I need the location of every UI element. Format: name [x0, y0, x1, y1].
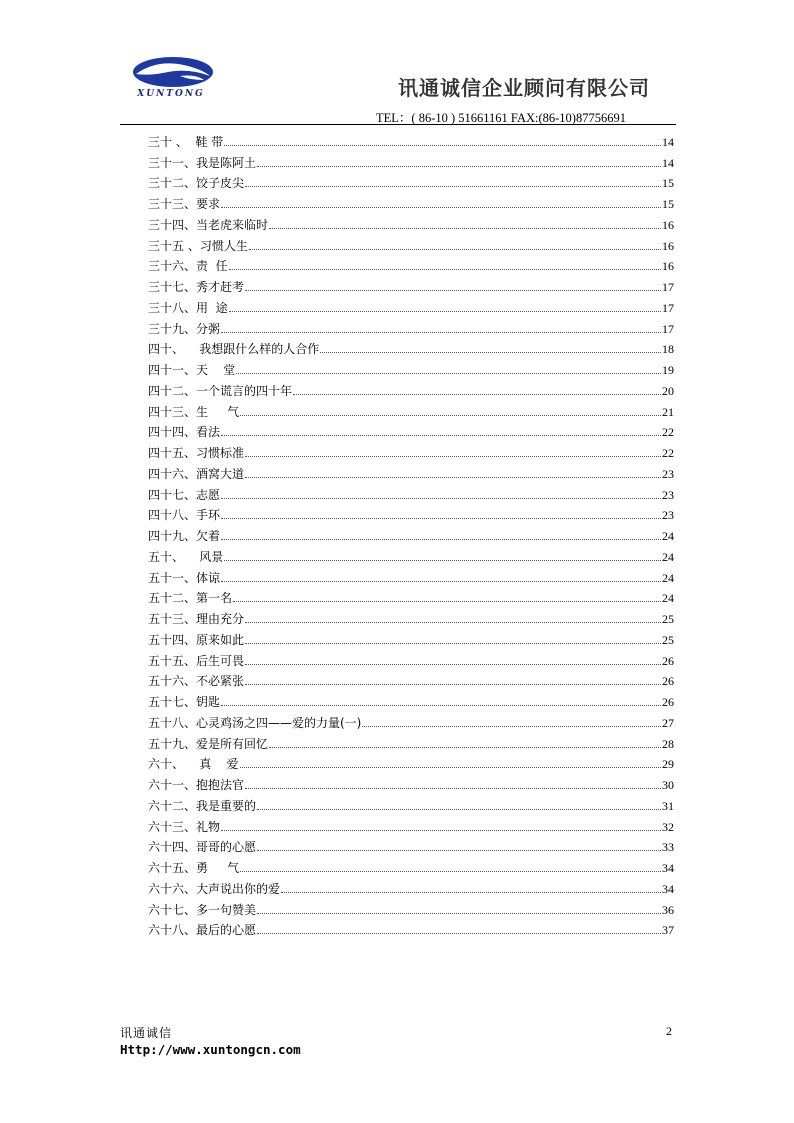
- toc-entry[interactable]: [148, 709, 674, 730]
- toc-dot-leader: [240, 415, 661, 416]
- toc-entry-title: 三十九、分粥: [148, 321, 221, 336]
- toc-entry-title: 三十一、我是陈阿土: [148, 155, 257, 170]
- toc-entry[interactable]: [148, 398, 674, 419]
- toc-entry-page: 23: [662, 508, 674, 523]
- toc-dot-leader: [236, 373, 661, 374]
- toc-entry[interactable]: [148, 149, 674, 170]
- toc-entry-title: 三十五 、习惯人生: [148, 238, 248, 253]
- toc-entry[interactable]: [148, 128, 674, 149]
- toc-dot-leader: [269, 228, 661, 229]
- toc-dot-leader: [362, 726, 661, 727]
- toc-entry-title: 五十四、原来如此: [148, 632, 245, 647]
- toc-entry-title: 四十一、天 堂: [148, 363, 236, 377]
- toc-entry-title: 五十六、不必紧张: [148, 674, 245, 689]
- toc-entry[interactable]: [148, 253, 674, 274]
- toc-entry[interactable]: [148, 875, 674, 896]
- toc-entry-page: 24: [662, 529, 674, 543]
- toc-entry[interactable]: [148, 315, 674, 336]
- toc-entry-page: 17: [662, 300, 674, 315]
- toc-entry-title: 三十 、 鞋 带: [148, 134, 224, 149]
- toc-entry-title: 四十三、生 气: [148, 404, 240, 419]
- toc-entry[interactable]: [148, 522, 674, 543]
- toc-dot-leader: [245, 622, 661, 623]
- toc-entry-page: 36: [662, 902, 674, 917]
- toc-entry[interactable]: [148, 751, 674, 772]
- toc-entry-page: 33: [662, 840, 674, 855]
- toc-entry-page: 26: [662, 695, 674, 709]
- toc-entry[interactable]: [148, 190, 674, 211]
- toc-entry-page: 24: [662, 570, 674, 585]
- toc-dot-leader: [257, 933, 661, 934]
- toc-entry-title: 六十五、勇 气: [148, 861, 240, 875]
- toc-entry-title: 四十八、手环: [148, 508, 221, 523]
- toc-dot-leader: [224, 560, 661, 561]
- toc-entry-page: 34: [662, 861, 674, 875]
- toc-entry-page: 28: [662, 736, 674, 751]
- toc-entry-title: 五十八、心灵鸡汤之四——爱的力量(一): [148, 715, 362, 730]
- toc-entry-title: 六十八、最后的心愿: [148, 923, 257, 938]
- toc-entry-page: 16: [662, 238, 674, 253]
- toc-dot-leader: [245, 788, 661, 789]
- toc-entry[interactable]: [148, 688, 674, 709]
- toc-entry[interactable]: [148, 771, 674, 792]
- toc-dot-leader: [245, 664, 661, 665]
- toc-entry-page: 24: [662, 549, 674, 564]
- toc-dot-leader: [221, 830, 661, 831]
- toc-entry[interactable]: [148, 439, 674, 460]
- toc-entry-page: 26: [662, 674, 674, 689]
- toc-dot-leader: [229, 311, 661, 312]
- toc-entry[interactable]: [148, 668, 674, 689]
- toc-entry-page: 16: [662, 217, 674, 232]
- toc-entry-title: 五十二、第一名: [148, 591, 233, 606]
- toc-entry[interactable]: [148, 813, 674, 834]
- toc-entry[interactable]: [148, 294, 674, 315]
- toc-dot-leader: [221, 332, 661, 333]
- toc-entry-title: 四十六、酒窝大道: [148, 466, 245, 481]
- toc-dot-leader: [281, 892, 661, 893]
- toc-entry-page: 21: [662, 404, 674, 419]
- toc-entry-page: 20: [662, 383, 674, 398]
- toc-entry-page: 15: [662, 176, 674, 191]
- toc-entry-title: 三十二、饺子皮尖: [148, 176, 245, 191]
- toc-entry[interactable]: [148, 543, 674, 564]
- toc-entry-page: 14: [662, 134, 674, 149]
- toc-dot-leader: [245, 456, 661, 457]
- toc-entry-title: 五十七、钥匙: [148, 695, 221, 709]
- toc-entry[interactable]: [148, 896, 674, 917]
- toc-dot-leader: [221, 581, 661, 582]
- toc-entry[interactable]: [148, 419, 674, 440]
- toc-dot-leader: [320, 352, 661, 353]
- toc-dot-leader: [221, 207, 661, 208]
- toc-entry-page: 22: [662, 446, 674, 460]
- toc-entry-title: 五十九、爱是所有回忆: [148, 736, 269, 751]
- toc-dot-leader: [245, 684, 661, 685]
- toc-entry-title: 三十六、责 任: [148, 259, 228, 274]
- toc-entry-title: 三十三、要求: [148, 197, 221, 211]
- contact-tel-fax: TEL：( 86-10 ) 51661161 FAX:(86-10)87756691: [376, 111, 626, 125]
- toc-entry-page: 17: [662, 321, 674, 336]
- company-name: 讯通诚信企业顾问有限公司: [398, 76, 650, 100]
- toc-dot-leader: [233, 601, 661, 602]
- toc-entry[interactable]: [148, 232, 674, 253]
- toc-entry[interactable]: [148, 170, 674, 191]
- toc-entry[interactable]: [148, 481, 674, 502]
- page-number: 2: [666, 1024, 672, 1038]
- toc-entry-page: 27: [662, 715, 674, 730]
- toc-entry[interactable]: [148, 502, 674, 523]
- toc-entry[interactable]: [148, 336, 674, 357]
- toc-entry-title: 六十六、大声说出你的爱: [148, 881, 281, 896]
- toc-entry-title: 六十三、礼物: [148, 819, 221, 834]
- toc-entry-page: 25: [662, 632, 674, 647]
- toc-entry-title: 四十二、一个谎言的四十年: [148, 383, 293, 398]
- toc-entry-page: 34: [662, 881, 674, 896]
- toc-entry-page: 37: [662, 923, 674, 938]
- toc-entry-page: 30: [662, 778, 674, 792]
- toc-entry-title: 六十一、抱抱法官: [148, 778, 245, 792]
- toc-entry-page: 23: [662, 466, 674, 481]
- toc-entry[interactable]: [148, 460, 674, 481]
- toc-entry-title: 四十七、志愿: [148, 487, 221, 502]
- toc-entry-title: 六十、 真 爱: [148, 757, 239, 772]
- toc-dot-leader: [224, 145, 661, 146]
- toc-entry[interactable]: [148, 834, 674, 855]
- toc-entry[interactable]: [148, 792, 674, 813]
- toc-entry[interactable]: [148, 585, 674, 606]
- table-of-contents: [148, 128, 674, 937]
- toc-dot-leader: [269, 747, 661, 748]
- toc-entry-title: 四十五、习惯标准: [148, 446, 245, 460]
- toc-entry-title: 三十八、用 途: [148, 300, 228, 315]
- toc-entry-page: 22: [662, 425, 674, 440]
- footer-url: Http://www.xuntongcn.com: [120, 1042, 301, 1057]
- toc-dot-leader: [221, 498, 661, 499]
- toc-entry-title: 三十四、当老虎来临时: [148, 217, 269, 232]
- toc-dot-leader: [293, 394, 661, 395]
- toc-dot-leader: [257, 166, 661, 167]
- toc-entry-title: 六十二、我是重要的: [148, 798, 257, 813]
- toc-entry-page: 16: [662, 259, 674, 274]
- toc-dot-leader: [229, 269, 661, 270]
- toc-dot-leader: [240, 871, 661, 872]
- header-divider: [120, 124, 676, 125]
- logo-text: XUNTONG: [137, 89, 205, 99]
- toc-entry-page: 29: [662, 757, 674, 772]
- toc-entry[interactable]: [148, 917, 674, 938]
- toc-dot-leader: [240, 767, 661, 768]
- toc-entry[interactable]: [148, 273, 674, 294]
- toc-entry-title: 六十四、哥哥的心愿: [148, 840, 257, 855]
- toc-dot-leader: [221, 518, 661, 519]
- toc-entry-page: 19: [662, 363, 674, 377]
- toc-dot-leader: [245, 477, 661, 478]
- toc-entry-page: 24: [662, 591, 674, 606]
- toc-dot-leader: [249, 249, 661, 250]
- toc-dot-leader: [221, 435, 661, 436]
- toc-entry-title: 四十四、看法: [148, 425, 221, 440]
- toc-entry-title: 四十九、欠着: [148, 529, 221, 543]
- toc-dot-leader: [245, 186, 661, 187]
- toc-entry-page: 14: [662, 155, 674, 170]
- toc-dot-leader: [245, 290, 661, 291]
- toc-entry-page: 25: [662, 612, 674, 626]
- toc-entry[interactable]: [148, 211, 674, 232]
- toc-entry-title: 六十七、多一句赞美: [148, 902, 257, 917]
- toc-entry-title: 三十七、秀才赶考: [148, 280, 245, 294]
- toc-entry[interactable]: [148, 356, 674, 377]
- toc-entry-page: 18: [662, 342, 674, 357]
- toc-dot-leader: [257, 850, 661, 851]
- toc-entry[interactable]: [148, 854, 674, 875]
- toc-entry[interactable]: [148, 377, 674, 398]
- toc-entry-title: 五十五、后生可畏: [148, 653, 245, 668]
- toc-entry[interactable]: [148, 564, 674, 585]
- toc-entry-page: 17: [662, 280, 674, 294]
- toc-dot-leader: [221, 705, 661, 706]
- toc-entry-title: 五十三、理由充分: [148, 612, 245, 626]
- toc-entry-page: 31: [662, 798, 674, 813]
- toc-entry-title: 五十一、体谅: [148, 570, 221, 585]
- toc-entry-page: 26: [662, 653, 674, 668]
- toc-entry-page: 32: [662, 819, 674, 834]
- toc-dot-leader: [245, 643, 661, 644]
- toc-dot-leader: [257, 913, 661, 914]
- toc-entry-page: 15: [662, 197, 674, 211]
- toc-entry[interactable]: [148, 647, 674, 668]
- toc-dot-leader: [221, 539, 661, 540]
- toc-entry-page: 23: [662, 487, 674, 502]
- footer-company: 讯通诚信: [120, 1026, 173, 1040]
- toc-entry-title: 四十、 我想跟什么样的人合作: [148, 342, 320, 357]
- toc-entry-title: 五十、 风景: [148, 549, 224, 564]
- toc-entry[interactable]: [148, 626, 674, 647]
- toc-entry[interactable]: [148, 605, 674, 626]
- toc-entry[interactable]: [148, 730, 674, 751]
- toc-dot-leader: [257, 809, 661, 810]
